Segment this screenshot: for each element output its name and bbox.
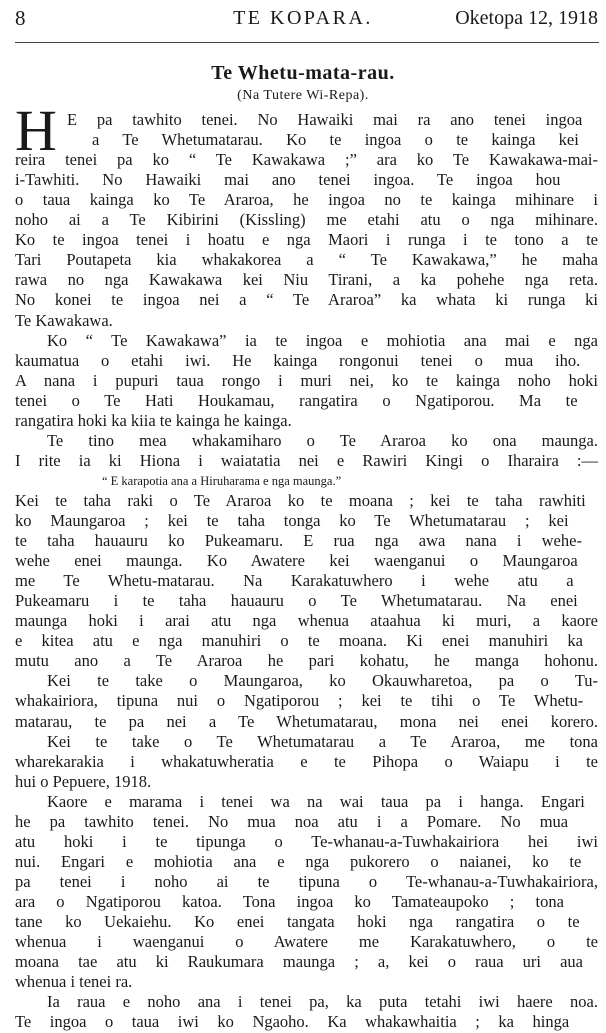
text-line: “ E karapotia ana a Hiruharama e nga maunga.” bbox=[102, 473, 342, 488]
text-line: Te tino mea whakamiharo o Te Araroa ko ona maunga. bbox=[47, 430, 598, 450]
text-line: atu hoki i te tipunga o Te-whanau-a-Tuwhakairiora hei iwi bbox=[15, 831, 598, 851]
text-line: maunga hoki i arai atu nga whenua ataahua ki muri, a kaore bbox=[15, 611, 598, 631]
text-line: No konei te ingoa nei a “ Te Araroa” ka whata ki runga ki bbox=[15, 290, 598, 310]
text-line: hui o Pepuere, 1918. bbox=[15, 771, 152, 791]
text-line: mutu ano a Te Araroa he pari kohatu, he manga hohonu. bbox=[15, 651, 598, 671]
text-line: E pa tawhito tenei. No Hawaiki mai ra ano tenei ingoa bbox=[67, 110, 583, 129]
text-line: whenua i tenei ra. bbox=[15, 972, 133, 992]
text-line: Kaore e marama i tenei wa na wai taua pa i hanga. Engari bbox=[47, 791, 585, 811]
text-line: Pukeamaru i te taha hauauru o Te Whetumatarau. Na enei bbox=[15, 591, 578, 611]
text-line: o taua kainga ko Te Araroa, he ingoa no te kainga mihinare i bbox=[15, 190, 598, 210]
text-line: pa tenei i noho ai te tipuna o Te-whanau-a-Tuwhakairiora, bbox=[15, 871, 598, 891]
text-line: rawa no nga Kawakawa kei Niu Tirani, a ka pohehe nga reta. bbox=[15, 270, 598, 290]
running-title: TE KOPARA. bbox=[233, 7, 373, 29]
page-header bbox=[0, 0, 606, 44]
text-line: Kei te take o Maungaroa, ko Okauwharetoa, pa o Tu- bbox=[47, 671, 598, 691]
text-line: Ia raua e noho ana i tenei pa, ka puta tetahi iwi haere noa. bbox=[47, 992, 598, 1012]
text-line: whakairiora, tipuna nui o Ngatiporou ; kei te tihi o Te Whetu- bbox=[15, 691, 584, 711]
issue-date: Oketopa 12, 1918 bbox=[455, 7, 598, 29]
text-line: tenei o Te Hati Houkamau, rangatira o Ngatiporou. Ma te bbox=[15, 390, 578, 410]
text-line: moana tae atu ki Raukumara maunga ; a, kei o raua uri aua bbox=[15, 952, 583, 972]
text-line: Te Kawakawa. bbox=[15, 310, 113, 330]
text-line: wehe enei maunga. Ko Awatere kei waenganui o Maungaroa bbox=[15, 551, 578, 571]
text-line: A nana i pupuri taua rongo i muri nei, ko te kainga noho hoki bbox=[15, 370, 598, 390]
text-line: nui. Engari e mohiotia ana e nga pukorero o naianei, ko te bbox=[15, 851, 582, 871]
text-line: i-Tawhiti. No Hawaiki mai ano tenei ingoa. Te ingoa hou bbox=[15, 170, 561, 190]
text-line: ara o Ngatiporou katoa. Tona ingoa ko Tamateaupoko ; tona bbox=[15, 891, 564, 911]
text-line: I rite ia ki Hiona i waiatatia nei e Rawiri Kingi o Iharaira :— bbox=[15, 450, 598, 470]
text-line: he pa tawhito tenei. No mua noa atu i a Pomare. No mua bbox=[15, 811, 569, 831]
text-line: kaumatua o etahi iwi. He kainga rongonui tenei o mua iho. bbox=[15, 350, 581, 370]
text-line: whenua i waenganui o Awatere me Karakatuwhero, o te bbox=[15, 932, 598, 952]
text-line: Ko “ Te Kawakawa” ia te ingoa e mohiotia ana mai e nga bbox=[47, 330, 598, 350]
text-line: noho ai a Te Kibirini (Kissling) me etahi atu o nga mihinare. bbox=[15, 210, 598, 230]
page-number: 8 bbox=[15, 6, 26, 30]
header-rule bbox=[15, 42, 599, 43]
drop-cap: H bbox=[15, 98, 57, 163]
text-line: Te ingoa o taua iwi ko Ngaoho. Ka whakawhaitia ; ka hinga bbox=[15, 1012, 570, 1032]
text-line: Tari Poutapeta kia whakakorea a “ Te Kawakawa,” he maha bbox=[15, 250, 598, 270]
text-line: me Te Whetu-matarau. Na Karakatuwhero i wehe atu a bbox=[15, 571, 574, 591]
text-line: rangatira hoki ka kiia te kainga he kainga. bbox=[15, 410, 292, 430]
article-byline: (Na Tutere Wi-Repa). bbox=[237, 88, 369, 103]
text-line: Ko te ingoa tenei i hoatu e nga Maori i runga i te tono a te bbox=[15, 230, 598, 250]
text-line: e kitea atu e nga manuhiri o te moana. Ki enei manuhiri ka bbox=[15, 631, 583, 651]
article-title: Te Whetu-mata-rau. bbox=[211, 62, 395, 84]
text-line: Kei te take o Te Whetumatarau a Te Araroa, me tona bbox=[47, 731, 598, 751]
text-line: a Te Whetumatarau. Ko te ingoa o te kainga kei bbox=[92, 130, 579, 150]
text-line: te taha hauauru ko Pukeamaru. E rua nga awa nana i wehe- bbox=[15, 531, 582, 551]
text-line: wharekarakia i whakatuwheratia e te Pihopa o Waiapu i te bbox=[15, 751, 598, 771]
text-line: tane ko Uekaiehu. Ko enei tangata hoki nga rangatira o te bbox=[15, 912, 580, 931]
text-line: ko Maungaroa ; kei te taha tonga ko Te Whetumatarau ; kei bbox=[15, 511, 569, 530]
text-line: Kei te taha raki o Te Araroa ko te moana ; kei te taha rawhiti bbox=[15, 490, 586, 510]
text-line: matarau, te pa nei a Te Whetumatarau, mona nei enei korero. bbox=[15, 711, 598, 731]
text-line: reira tenei pa ko “ Te Kawakawa ;” ara ko Te Kawakawa-mai- bbox=[15, 150, 598, 170]
